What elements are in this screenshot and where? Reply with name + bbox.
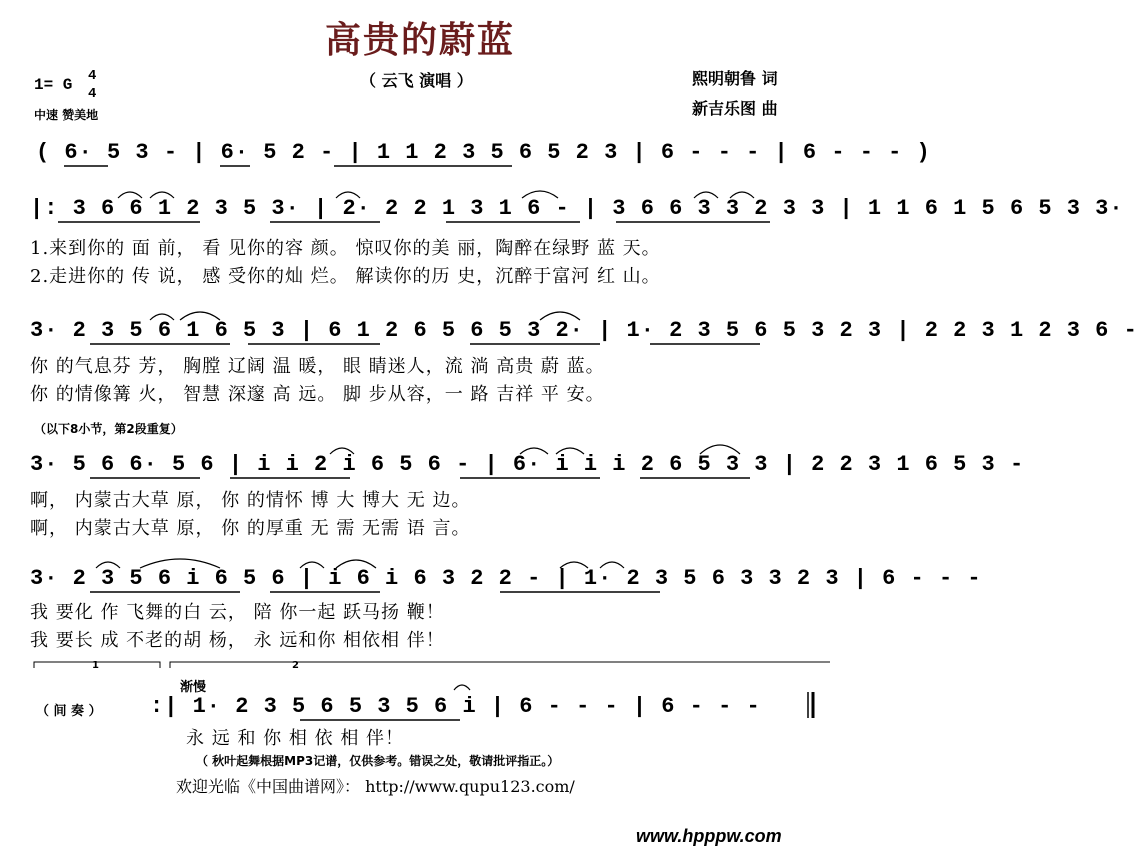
lyric-verse1-line1: 1.来到你的 面 前， 看 见你的容 颜。 惊叹你的美 丽，陶醉在绿野 蓝 天。 bbox=[30, 238, 661, 259]
song-title: 高贵的蔚蓝 bbox=[324, 19, 515, 61]
volta-1-label: 1 bbox=[92, 660, 99, 671]
volta-brackets bbox=[34, 662, 830, 668]
lyric-verse2-line3: 啊， 内蒙古大草 原， 你 的厚重 无 需 无需 语 言。 bbox=[30, 518, 471, 539]
notation-system-4: 3· 5 6 6· 5 6 | i i 2 i 6 5 6 - | 6· i i i 2 6 5 3 3 | 2 2 3 1 6 5 3 - bbox=[30, 452, 1025, 477]
lyric-verse2-line4: 我 要长 成 不老的胡 杨， 永 远和你 相依相 伴！ bbox=[30, 630, 445, 651]
lyric-ending: 永 远 和 你 相 依 相 伴！ bbox=[186, 728, 405, 749]
tempo-marking: 中速 赞美地 bbox=[34, 108, 99, 122]
interlude-label: （ 间 奏 ） bbox=[36, 704, 102, 719]
beam-underlines bbox=[58, 166, 770, 720]
lyric-verse2-line2: 你 的情像篝 火， 智慧 深邃 高 远。 脚 步从容，一 路 吉祥 平 安。 bbox=[30, 384, 605, 405]
time-signature-bottom: 4 bbox=[88, 86, 97, 102]
ritardando-marking: 渐慢 bbox=[180, 680, 207, 695]
site-welcome: 欢迎光临《中国曲谱网》： http://www.qupu123.com/ bbox=[176, 777, 575, 796]
lyric-verse1-line3: 啊， 内蒙古大草 原， 你 的情怀 博 大 博大 无 边。 bbox=[30, 490, 471, 511]
lyric-verse1-line4: 我 要化 作 飞舞的白 云， 陪 你一起 跃马扬 鞭！ bbox=[30, 602, 445, 623]
lyricist-credit: 熙明朝鲁 词 bbox=[692, 69, 778, 88]
composer-credit: 新吉乐图 曲 bbox=[692, 99, 778, 118]
notation-system-5: 3· 2 3 5 6 i 6 5 6 | i 6 i 6 3 2 2 - | 1· 2 3 5 6 3 3 2 3 | 6 - - - bbox=[30, 566, 982, 591]
repeat-note: （以下8小节，第2段重复） bbox=[34, 422, 183, 436]
transcription-note: （ 秋叶起舞根据MP3记谱，仅供参考。错误之处，敬请批评指正。） bbox=[196, 754, 560, 768]
notation-system-1: ( 6· 5 3 - | 6· 5 2 - | 1 1 2 3 5 6 5 2 3 | 6 - - - | 6 - - - ) bbox=[36, 140, 931, 165]
time-signature-top: 4 bbox=[88, 68, 97, 84]
slurs bbox=[96, 191, 754, 690]
lyric-verse1-line2: 你 的气息芬 芳， 胸膛 辽阔 温 暖， 眼 睛迷人，流 淌 高贵 蔚 蓝。 bbox=[30, 356, 605, 377]
notation-system-3: 3· 2 3 5 6 1 6 5 3 | 6 1 2 6 5 6 5 3 2· | 1· 2 3 5 6 5 3 2 3 | 2 2 3 1 2 3 6 - bbox=[30, 318, 1138, 343]
volta-2-label: 2 bbox=[292, 660, 299, 671]
final-barline bbox=[808, 692, 813, 718]
notation-system-6: :| 1· 2 3 5 6 5 3 5 6 i | 6 - - - | 6 - - - bbox=[150, 694, 761, 719]
singer-credit: （ 云飞 演唱 ） bbox=[360, 71, 473, 90]
watermark: www.hpppw.com bbox=[636, 826, 782, 846]
key-signature: 1= G bbox=[34, 76, 73, 94]
lyric-verse2-line1: 2.走进你的 传 说， 感 受你的灿 烂。 解读你的历 史，沉醉于富河 红 山。 bbox=[30, 266, 661, 287]
notation-system-2: |: 3 6 6 1 2 3 5 3· | 2· 2 2 1 3 1 6 - | 3 6 6 3 3 2 3 3 | 1 1 6 1 5 6 5 3 3· bbox=[30, 196, 1124, 221]
